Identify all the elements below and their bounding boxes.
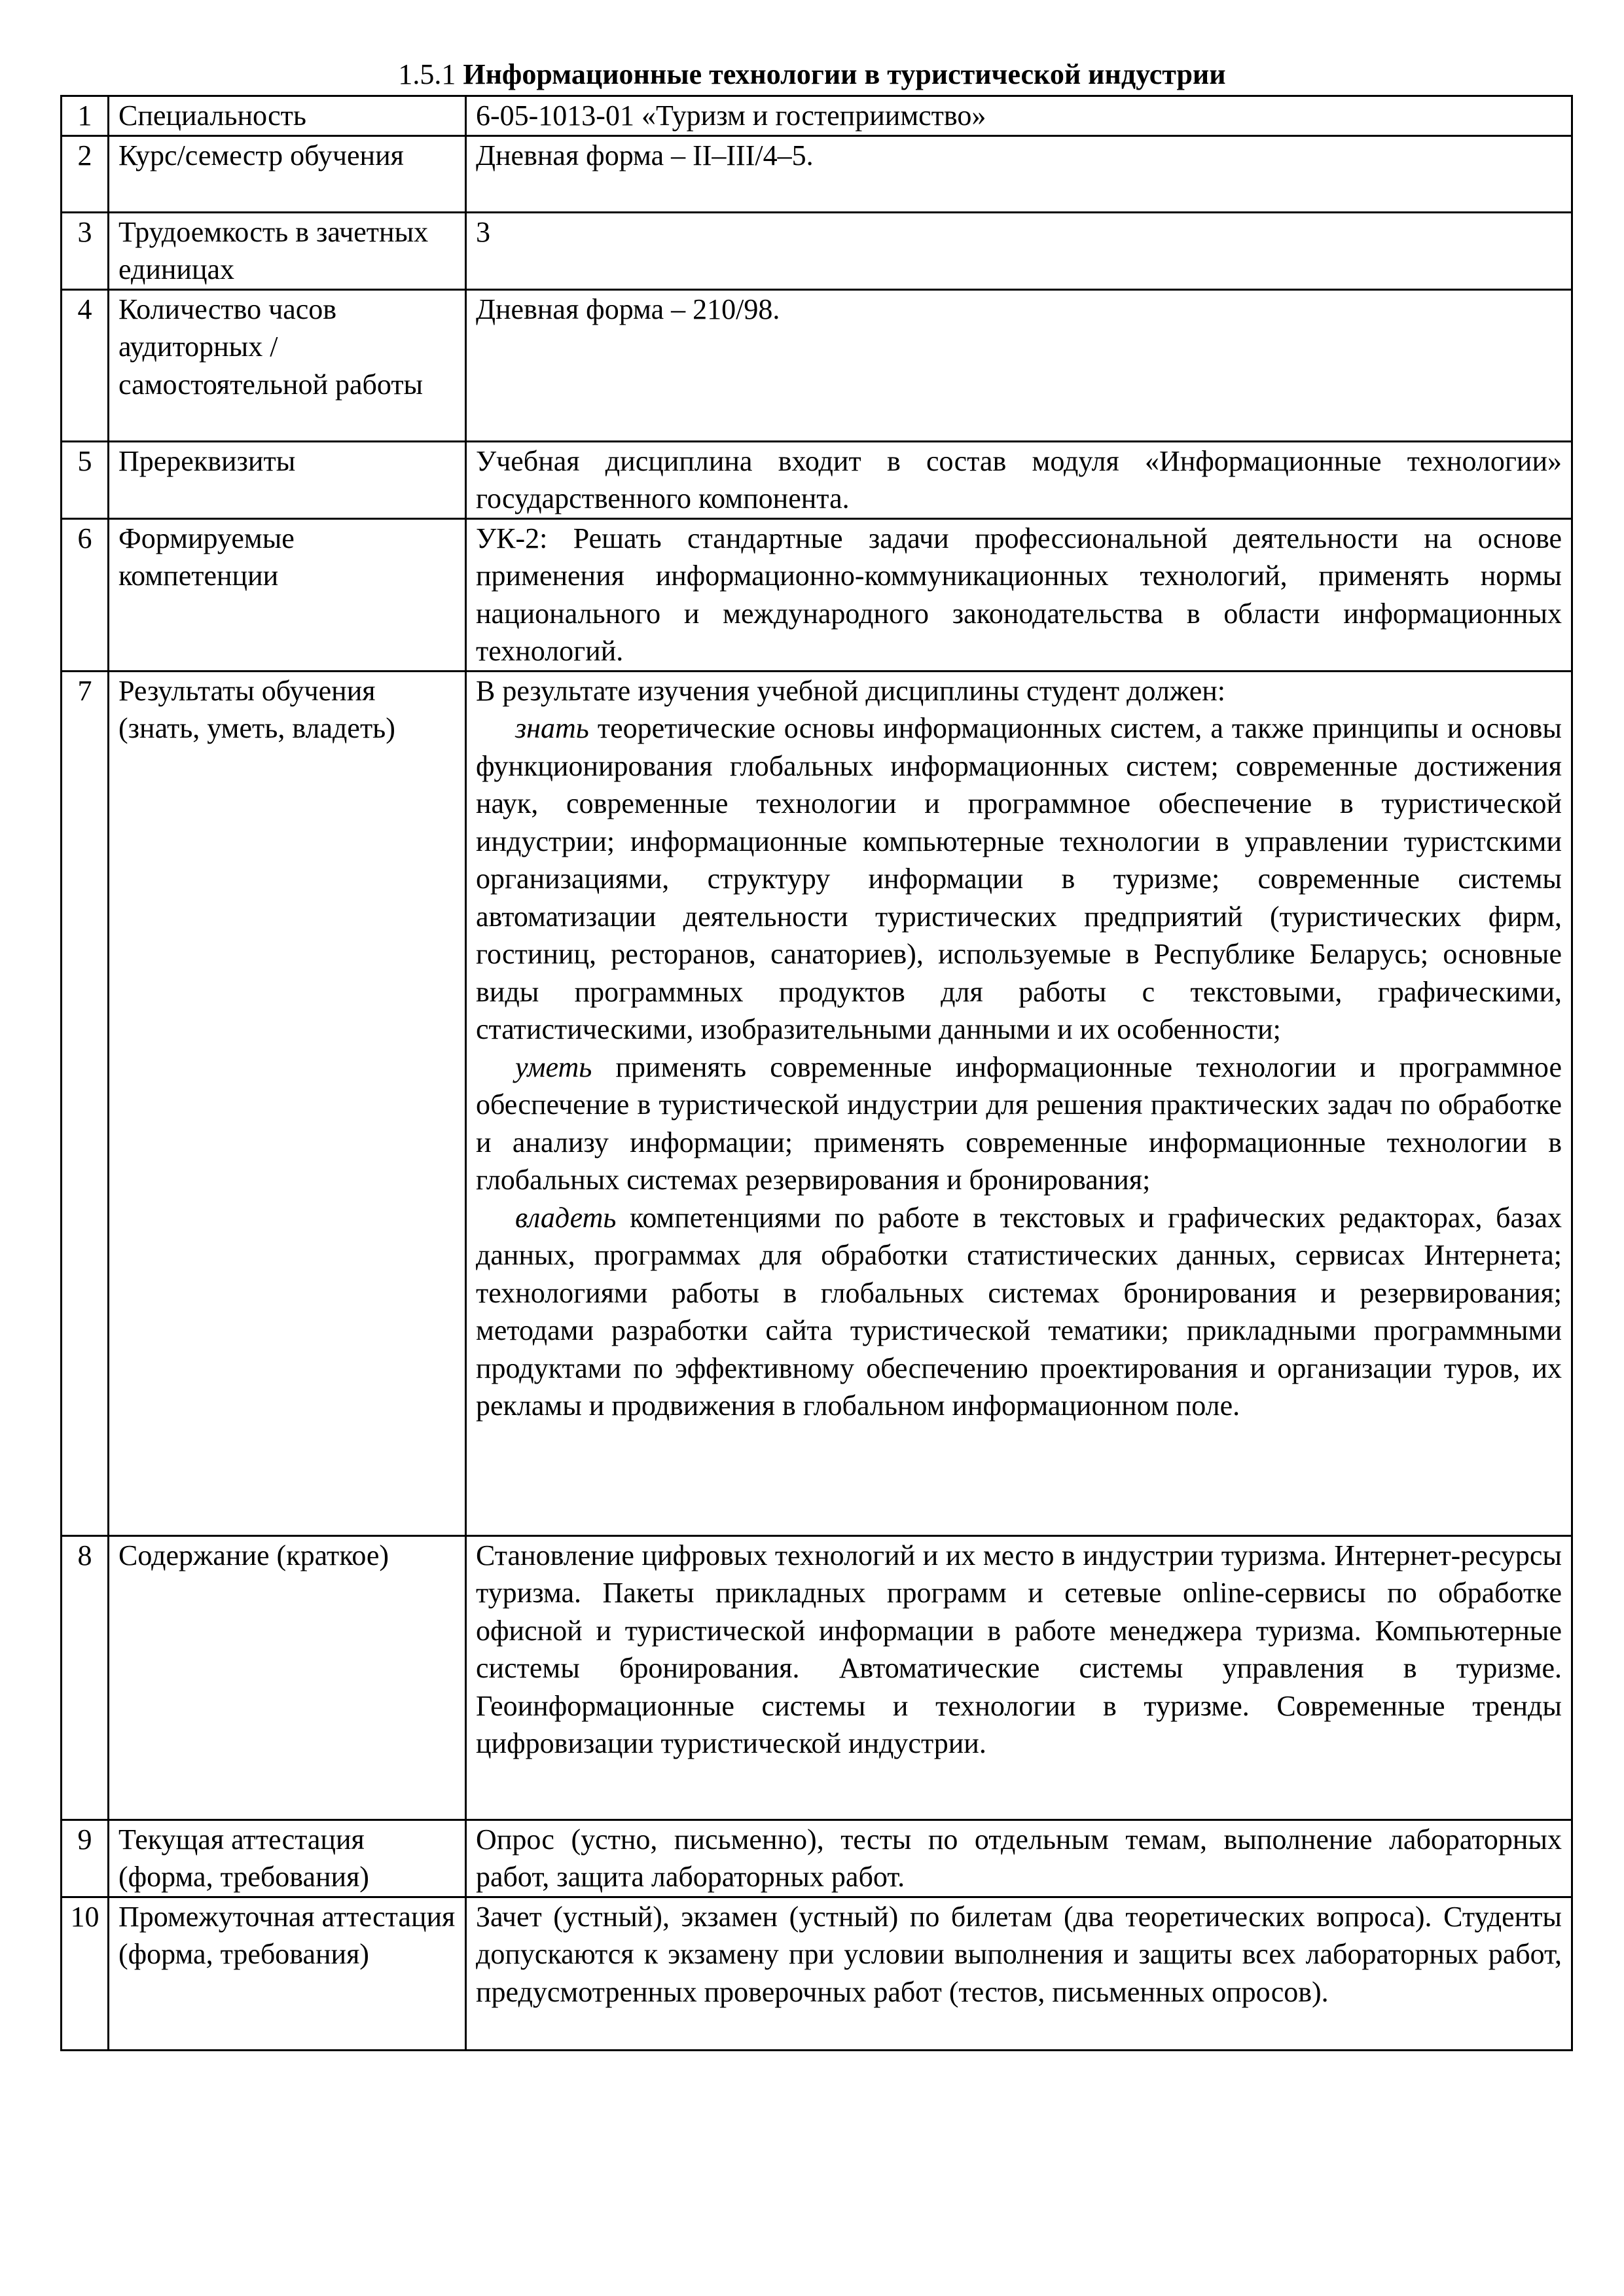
row-number: 3 <box>62 212 109 289</box>
row-value: УК-2: Решать стандартные задачи профессиональной деятельности на основе применения информационно-коммуникационных технологий, применять нормы национального и международного законодательства в области информационных технологий. <box>466 518 1572 671</box>
table-row <box>62 671 1572 1535</box>
row-label: Содержание (краткое) <box>109 1535 466 1820</box>
outcomes-intro: В результате изучения учебной дисциплины студент должен: <box>476 674 1226 707</box>
outcome-know <box>476 709 1562 1049</box>
row-number: 8 <box>62 1535 109 1820</box>
row-value: Зачет (устный), экзамен (устный) по билетам (два теоретических вопроса). Студенты допускаются к экзамену при условии выполнения и защиты всех лабораторных работ, предусмотренных проверочных работ (тестов, письменных опросов). <box>466 1897 1572 2050</box>
row-number: 9 <box>62 1820 109 1897</box>
row-value: Дневная форма – 210/98. <box>466 289 1572 441</box>
row-value: 3 <box>466 212 1572 289</box>
row-label: Текущая аттестация (форма, требования) <box>109 1820 466 1897</box>
outcome-text: применять современные информационные технологии и программное обеспечение в туристической индустрии для решения практических задач по обработке и анализу информации; применять современные информационные технологии в глобальных системах резервирования и бронирования; <box>476 1050 1562 1196</box>
row-value: Учебная дисциплина входит в состав модуля «Информационные технологии» государственного компонента. <box>466 441 1572 518</box>
row-label: Промежуточная аттестация (форма, требования) <box>109 1897 466 2050</box>
table-row <box>62 212 1572 289</box>
row-value: Становление цифровых технологий и их место в индустрии туризма. Интернет-ресурсы туризма. Пакеты прикладных программ и сетевые online-сервисы по обработке офисной и туристической информации в работе менеджера туризма. Компьютерные системы бронирования. Автоматические системы управления в туризме. Геоинформационные системы и технологии в туризме. Современные тренды цифровизации туристической индустрии. <box>466 1535 1572 1820</box>
outcome-master <box>476 1199 1562 1425</box>
table-row <box>62 289 1572 441</box>
row-number: 10 <box>62 1897 109 2050</box>
row-label: Результаты обучения (знать, уметь, владеть) <box>109 671 466 1535</box>
row-label: Формируемые компетенции <box>109 518 466 671</box>
table-row <box>62 1897 1572 2050</box>
outcome-text: теоретические основы информационных систем, а также принципы и основы функционирования глобальных информационных систем; современные достижения наук, современные технологии и программное обеспечение в туристической индустрии; информационные компьютерные технологии в управлении туристскими организациями, структуру информации в туризме; современные системы автоматизации деятельности туристических предприятий (туристических фирм, гостиниц, ресторанов, санаториев), используемые в Республике Беларусь; основные виды программных продуктов для работы с текстовыми, графическими, статистическими, изобразительными данными и их особенности; <box>476 712 1562 1045</box>
row-number: 7 <box>62 671 109 1535</box>
outcome-can <box>476 1049 1562 1199</box>
table-row <box>62 518 1572 671</box>
section-number: 1.5.1 <box>398 58 456 90</box>
row-number: 2 <box>62 135 109 212</box>
table-row <box>62 1535 1572 1820</box>
table-row <box>62 135 1572 212</box>
section-title: Информационные технологии в туристической индустрии <box>463 58 1226 90</box>
row-number: 4 <box>62 289 109 441</box>
row-label: Трудоемкость в зачетных единицах <box>109 212 466 289</box>
row-value: 6-05-1013-01 «Туризм и гостеприимство» <box>466 96 1572 136</box>
row-number: 1 <box>62 96 109 136</box>
discipline-info-table <box>60 95 1573 2051</box>
table-row <box>62 441 1572 518</box>
row-value: Опрос (устно, письменно), тесты по отдельным темам, выполнение лабораторных работ, защита лабораторных работ. <box>466 1820 1572 1897</box>
table-row <box>62 1820 1572 1897</box>
row-number: 5 <box>62 441 109 518</box>
learning-outcomes <box>466 671 1572 1535</box>
row-value: Дневная форма – II–III/4–5. <box>466 135 1572 212</box>
row-number: 6 <box>62 518 109 671</box>
outcome-keyword: знать <box>515 712 589 744</box>
row-label: Количество часов аудиторных / самостоятельной работы <box>109 289 466 441</box>
row-label: Курс/семестр обучения <box>109 135 466 212</box>
outcome-keyword: уметь <box>515 1050 592 1083</box>
row-label: Специальность <box>109 96 466 136</box>
outcome-keyword: владеть <box>515 1201 617 1234</box>
row-label: Пререквизиты <box>109 441 466 518</box>
table-row <box>62 96 1572 136</box>
outcome-text: компетенциями по работе в текстовых и графических редакторах, базах данных, программах для обработки статистических данных, сервисах Интернета; технологиями работы в глобальных системах бронирования и резервирования; методами разработки сайта туристической тематики; прикладными программными продуктами по эффективному обеспечению проектирования и организации туров, их рекламы и продвижения в глобальном информационном поле. <box>476 1201 1562 1422</box>
section-heading <box>0 56 1624 93</box>
